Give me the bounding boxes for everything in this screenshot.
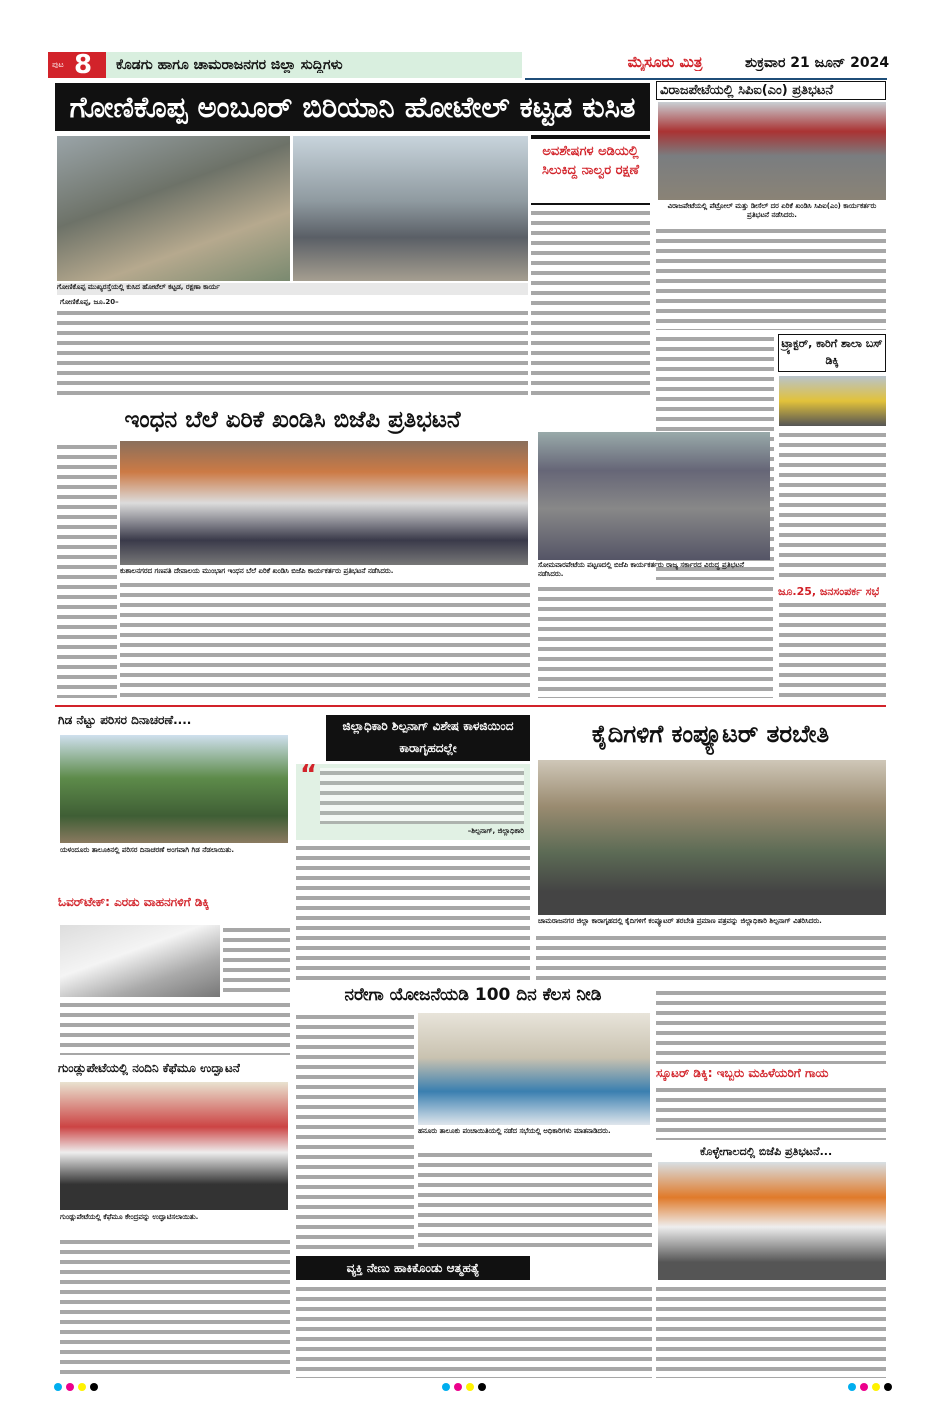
fuel-body-2 xyxy=(538,584,773,698)
masthead-rule xyxy=(525,78,887,80)
narega-caption: ಹನೂರು ತಾಲೂಕು ಪಂಚಾಯಿತಿಯಲ್ಲಿ ನಡೆದ ಸಭೆಯಲ್ಲಿ ಅಧಿಕಾರಿಗಳು ಮಾತನಾಡಿದರು. xyxy=(418,1127,611,1135)
paper-logo: ಮೈಸೂರು ಮಿತ್ರ xyxy=(627,53,703,71)
kollegal-body xyxy=(656,1284,886,1378)
fuel-caption-1: ಕುಶಾಲನಗರದ ಗಣಪತಿ ದೇವಾಲಯ ಮುಂಭಾಗ ಇಂಧನ ಬೆಲೆ ಏರಿಕೆ ಖಂಡಿಸಿ ಬಿಜೆಪಿ ಕಾರ್ಯಕರ್ತರು ಪ್ರತಿಭಟನೆ ನಡೆಸಿದರು. xyxy=(120,567,394,575)
environment-caption: ಯಳಂದೂರು ತಾಲೂಕಿನಲ್ಲಿ ಪರಿಸರ ದಿನಾಚರಣೆ ಅಂಗವಾಗಿ ಗಿಡ ನೆಡಲಾಯಿತು. xyxy=(60,846,234,854)
section-title: ಕೊಡಗು ಹಾಗೂ ಚಾಮರಾಜನಗರ ಜಿಲ್ಲಾ ಸುದ್ದಿಗಳು xyxy=(116,57,343,73)
fuel-headline: ಇಂಧನ ಬೆಲೆ ಏರಿಕೆ ಖಂಡಿಸಿ ಬಿಜೆಪಿ ಪ್ರತಿಭಟನೆ xyxy=(124,407,461,433)
narega-body xyxy=(418,1150,652,1252)
collector-body xyxy=(296,843,530,981)
quote-icon: “ xyxy=(300,760,318,790)
environment-headline: ಗಿಡ ನೆಟ್ಟು ಪರಿಸರ ದಿನಾಚರಣೆ.... xyxy=(58,713,192,727)
lead-body-right xyxy=(531,208,650,400)
janaspandana-headline: ಜೂ.25, ಜನಸಂಪರ್ಕ ಸಭೆ xyxy=(778,585,880,598)
collector-headline-box xyxy=(326,715,530,761)
collector-headline: ಜಿಲ್ಲಾಧಿಕಾರಿ ಶಿಲ್ಪನಾಗ್ ವಿಶೇಷ ಕಾಳಜಿಯಿಂದ ಕಾರಾಗೃಹದಲ್ಲೇ xyxy=(342,719,514,755)
date: ಶುಕ್ರವಾರ 21 ಜೂನ್ 2024 xyxy=(745,55,890,71)
scooter-body xyxy=(656,1085,886,1140)
masthead xyxy=(48,52,522,78)
bus-photo xyxy=(779,376,886,426)
page-label: ಪುಟ xyxy=(52,60,64,69)
lead-body xyxy=(57,308,528,400)
lead-subhead-box xyxy=(531,135,650,205)
section-divider xyxy=(55,705,886,707)
kollegal-headline: ಕೊಳ್ಳೇಗಾಲದಲ್ಲಿ ಬಿಜೆಪಿ ಪ್ರತಿಭಟನೆ... xyxy=(700,1145,833,1158)
cpim-headline: ವಿರಾಜಪೇಟೆಯಲ್ಲಿ ಸಿಪಿಐ(ಎಂ) ಪ್ರತಿಭಟನೆ xyxy=(656,81,886,100)
prison-body-2 xyxy=(656,988,886,1064)
overtake-body xyxy=(60,1000,290,1055)
prison-photo xyxy=(538,760,886,915)
page-number: 8 xyxy=(74,50,93,80)
kollegal-photo xyxy=(658,1162,886,1280)
registration-marks-right xyxy=(846,1376,894,1395)
fuel-body-left xyxy=(57,442,117,698)
cafe-photo xyxy=(60,1082,288,1210)
lead-headline: ಗೋಣಿಕೊಪ್ಪ ಅಂಬೂರ್ ಬಿರಿಯಾನಿ ಹೋಟೇಲ್ ಕಟ್ಟಡ ಕುಸಿತ xyxy=(55,83,650,131)
scooter-headline: ಸ್ಕೂಟರ್ ಡಿಕ್ಕಿ: ಇಬ್ಬರು ಮಹಿಳೆಯರಿಗೆ ಗಾಯ xyxy=(656,1066,829,1080)
lead-caption: ಗೋಣಿಕೊಪ್ಪ ಮುಖ್ಯರಸ್ತೆಯಲ್ಲಿ ಕುಸಿದ ಹೋಟೆಲ್ ಕಟ್ಟಡ, ರಕ್ಷಣಾ ಕಾರ್ಯ xyxy=(57,283,528,295)
quote-attribution: –ಶಿಲ್ಪನಾಗ್, ಜಿಲ್ಲಾಧಿಕಾರಿ xyxy=(467,827,524,835)
overtake-photo xyxy=(60,925,220,997)
cpim-photo xyxy=(658,102,886,200)
cafe-caption: ಗುಂಡ್ಲುಪೇಟೆಯಲ್ಲಿ ಕೆಫೆಮೂ ಕೇಂದ್ರವನ್ನು ಉದ್ಘಾಟಿಸಲಾಯಿತು. xyxy=(60,1213,199,1221)
prison-body xyxy=(536,933,886,985)
narega-photo xyxy=(418,1013,650,1125)
prison-headline: ಕೈದಿಗಳಿಗೆ ಕಂಪ್ಯೂಟರ್ ತರಬೇತಿ xyxy=(591,720,830,748)
environment-photo xyxy=(60,735,288,843)
cafe-body xyxy=(60,1237,290,1377)
lead-dateline: ಗೋಣಿಕೊಪ್ಪ, ಜೂ.20– xyxy=(60,298,119,306)
fuel-photo-2 xyxy=(538,432,770,560)
cpim-body xyxy=(656,226,886,330)
bus-body xyxy=(779,430,886,580)
collector-quote-box xyxy=(296,760,530,840)
suicide-headline: ವ್ಯಕ್ತಿ ನೇಣು ಹಾಕಿಕೊಂಡು ಆತ್ಮಹತ್ಯೆ xyxy=(296,1256,530,1280)
bus-headline: ಟ್ರ್ಯಾಕ್ಟರ್, ಕಾರಿಗೆ ಶಾಲಾ ಬಸ್ ಡಿಕ್ಕಿ xyxy=(781,337,883,367)
fuel-caption-2: ಸೋಮವಾರಪೇಟೆಯ ಪಟ್ಟಣದಲ್ಲಿ ಬಿಜೆಪಿ ಕಾರ್ಯಕರ್ತರು ರಾಜ್ಯ ಸರ್ಕಾರದ ವಿರುದ್ಧ ಪ್ರತಿಭಟನೆ ನಡೆಸಿದರು. xyxy=(538,561,745,578)
fuel-photo-1 xyxy=(120,441,528,565)
registration-marks-left xyxy=(52,1376,100,1395)
lead-photo-1 xyxy=(57,136,290,281)
fuel-body xyxy=(120,580,530,698)
cafe-headline: ಗುಂಡ್ಲುಪೇಟೆಯಲ್ಲಿ ನಂದಿನಿ ಕೆಫೆಮೂ ಉದ್ಘಾಟನೆ xyxy=(58,1061,240,1075)
quote-text xyxy=(320,768,524,824)
narega-headline: ನರೇಗಾ ಯೋಜನೆಯಡಿ 100 ದಿನ ಕೆಲಸ ನೀಡಿ xyxy=(344,985,602,1005)
prison-caption: ಚಾಮರಾಜನಗರ ಜಿಲ್ಲಾ ಕಾರಾಗೃಹದಲ್ಲಿ ಕೈದಿಗಳಿಗೆ ಕಂಪ್ಯೂಟರ್ ತರಬೇತಿ ಪ್ರಮಾಣ ಪತ್ರವನ್ನು ಜಿಲ್ಲಾಧಿಕಾರಿ ಶಿಲ್ಪನಾಗ್ ವಿತರಿಸಿದರು. xyxy=(538,917,822,925)
bus-headline-box xyxy=(778,334,886,372)
narega-body-left xyxy=(296,1012,414,1252)
suicide-body xyxy=(296,1284,652,1378)
registration-marks-center xyxy=(440,1376,488,1395)
janaspandana-body xyxy=(779,600,886,698)
overtake-body-side xyxy=(223,925,290,997)
lead-photo-2 xyxy=(293,136,528,281)
cpim-caption: ವಿರಾಜಪೇಟೆಯಲ್ಲಿ ಪೆಟ್ರೋಲ್ ಮತ್ತು ಡೀಸೆಲ್ ದರ ಏರಿಕೆ ಖಂಡಿಸಿ ಸಿಪಿಐ(ಎಂ) ಕಾರ್ಯಕರ್ತರು ಪ್ರತಿಭಟನೆ ನಡೆಸಿದರು. xyxy=(667,202,877,219)
page-number-badge xyxy=(48,52,106,78)
overtake-headline: ಓವರ್‌ಟೇಕ್: ಎರಡು ವಾಹನಗಳಿಗೆ ಡಿಕ್ಕಿ xyxy=(58,895,210,909)
lead-subhead: ಅವಶೇಷಗಳ ಅಡಿಯಲ್ಲಿ ಸಿಲುಕಿದ್ದ ನಾಲ್ವರ ರಕ್ಷಣೆ xyxy=(541,144,639,178)
